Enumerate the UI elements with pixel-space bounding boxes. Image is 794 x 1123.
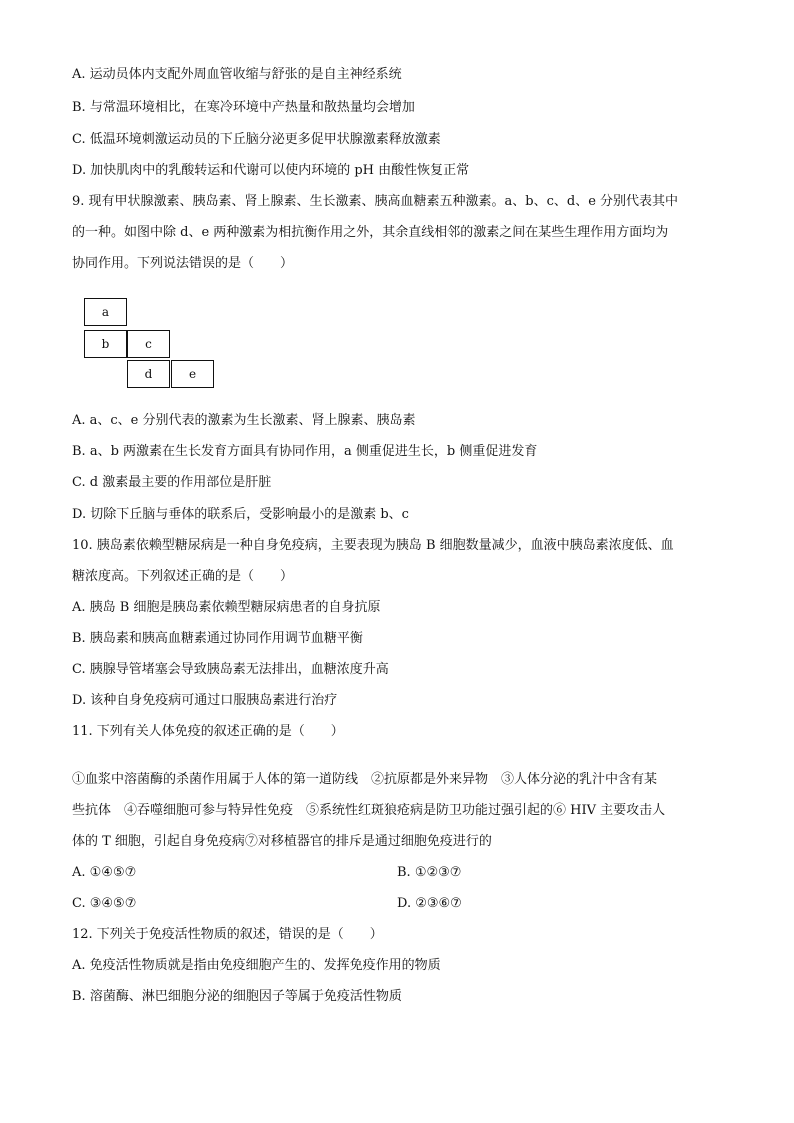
q10-option-d: D. 该种自身免疫病可通过口服胰岛素进行治疗	[72, 693, 338, 708]
diagram-cell-d: d	[127, 360, 170, 388]
q9-option-a: A. a、c、e 分别代表的激素为生长激素、肾上腺素、胰岛素	[72, 413, 416, 428]
q10-option-c: C. 胰腺导管堵塞会导致胰岛素无法排出，血糖浓度升高	[72, 662, 389, 677]
q9-stem-line-2: 的一种。如图中除 d、e 两种激素为相抗衡作用之外，其余直线相邻的激素之间在某些生理作用方面均为	[72, 225, 669, 240]
q11-statement-line-3: 体的 T 细胞，引起自身免疫病⑦对移植器官的排斥是通过细胞免疫进行的	[72, 834, 492, 849]
diagram-cell-e: e	[171, 360, 214, 388]
diagram-cell-a: a	[84, 298, 127, 326]
q9-stem-line-1: 9. 现有甲状腺激素、胰岛素、肾上腺素、生长激素、胰高血糖素五种激素。a、b、c、d、e 分别代表其中	[72, 194, 679, 209]
q8-option-c: C. 低温环境刺激运动员的下丘脑分泌更多促甲状腺激素释放激素	[72, 132, 441, 147]
q9-option-d: D. 切除下丘脑与垂体的联系后，受影响最小的是激素 b、c	[72, 507, 409, 522]
q10-option-b: B. 胰岛素和胰高血糖素通过协同作用调节血糖平衡	[72, 631, 363, 646]
q11-statement-line-1: ①血浆中溶菌酶的杀菌作用属于人体的第一道防线 ②抗原都是外来异物 ③人体分泌的乳汁中含有某	[72, 772, 658, 787]
diagram-cell-b: b	[84, 330, 127, 358]
q12-stem: 12. 下列关于免疫活性物质的叙述，错误的是（ ）	[72, 927, 383, 942]
q8-option-b: B. 与常温环境相比，在寒冷环境中产热量和散热量均会增加	[72, 100, 415, 115]
q10-stem-line-2: 糖浓度高。下列叙述正确的是（ ）	[72, 569, 294, 584]
q9-option-b: B. a、b 两激素在生长发育方面具有协同作用，a 侧重促进生长，b 侧重促进发育	[72, 444, 538, 459]
q11-option-d: D. ②③⑥⑦	[397, 896, 462, 911]
q10-stem-line-1: 10. 胰岛素依赖型糖尿病是一种自身免疫病，主要表现为胰岛 B 细胞数量减少，血液中胰岛素浓度低、血	[72, 538, 674, 553]
diagram-cell-c: c	[127, 330, 170, 358]
q11-option-a: A. ①④⑤⑦	[72, 865, 137, 880]
q8-option-d: D. 加快肌肉中的乳酸转运和代谢可以使内环境的 pH 由酸性恢复正常	[72, 163, 470, 178]
q11-stem: 11. 下列有关人体免疫的叙述正确的是（ ）	[72, 724, 344, 739]
q12-option-a: A. 免疫活性物质就是指由免疫细胞产生的、发挥免疫作用的物质	[72, 958, 441, 973]
q11-statement-line-2: 些抗体 ④吞噬细胞可参与特异性免疫 ⑤系统性红斑狼疮病是防卫功能过强引起的⑥ HIV 主要攻击人	[72, 803, 666, 818]
q12-option-b: B. 溶菌酶、淋巴细胞分泌的细胞因子等属于免疫活性物质	[72, 989, 402, 1004]
q11-option-b: B. ①②③⑦	[397, 865, 462, 880]
q11-option-c: C. ③④⑤⑦	[72, 896, 137, 911]
q9-option-c: C. d 激素最主要的作用部位是肝脏	[72, 475, 272, 490]
q9-stem-line-3: 协同作用。下列说法错误的是（ ）	[72, 256, 294, 271]
q8-option-a: A. 运动员体内支配外周血管收缩与舒张的是自主神经系统	[72, 67, 402, 82]
q10-option-a: A. 胰岛 B 细胞是胰岛素依赖型糖尿病患者的自身抗原	[72, 600, 381, 615]
